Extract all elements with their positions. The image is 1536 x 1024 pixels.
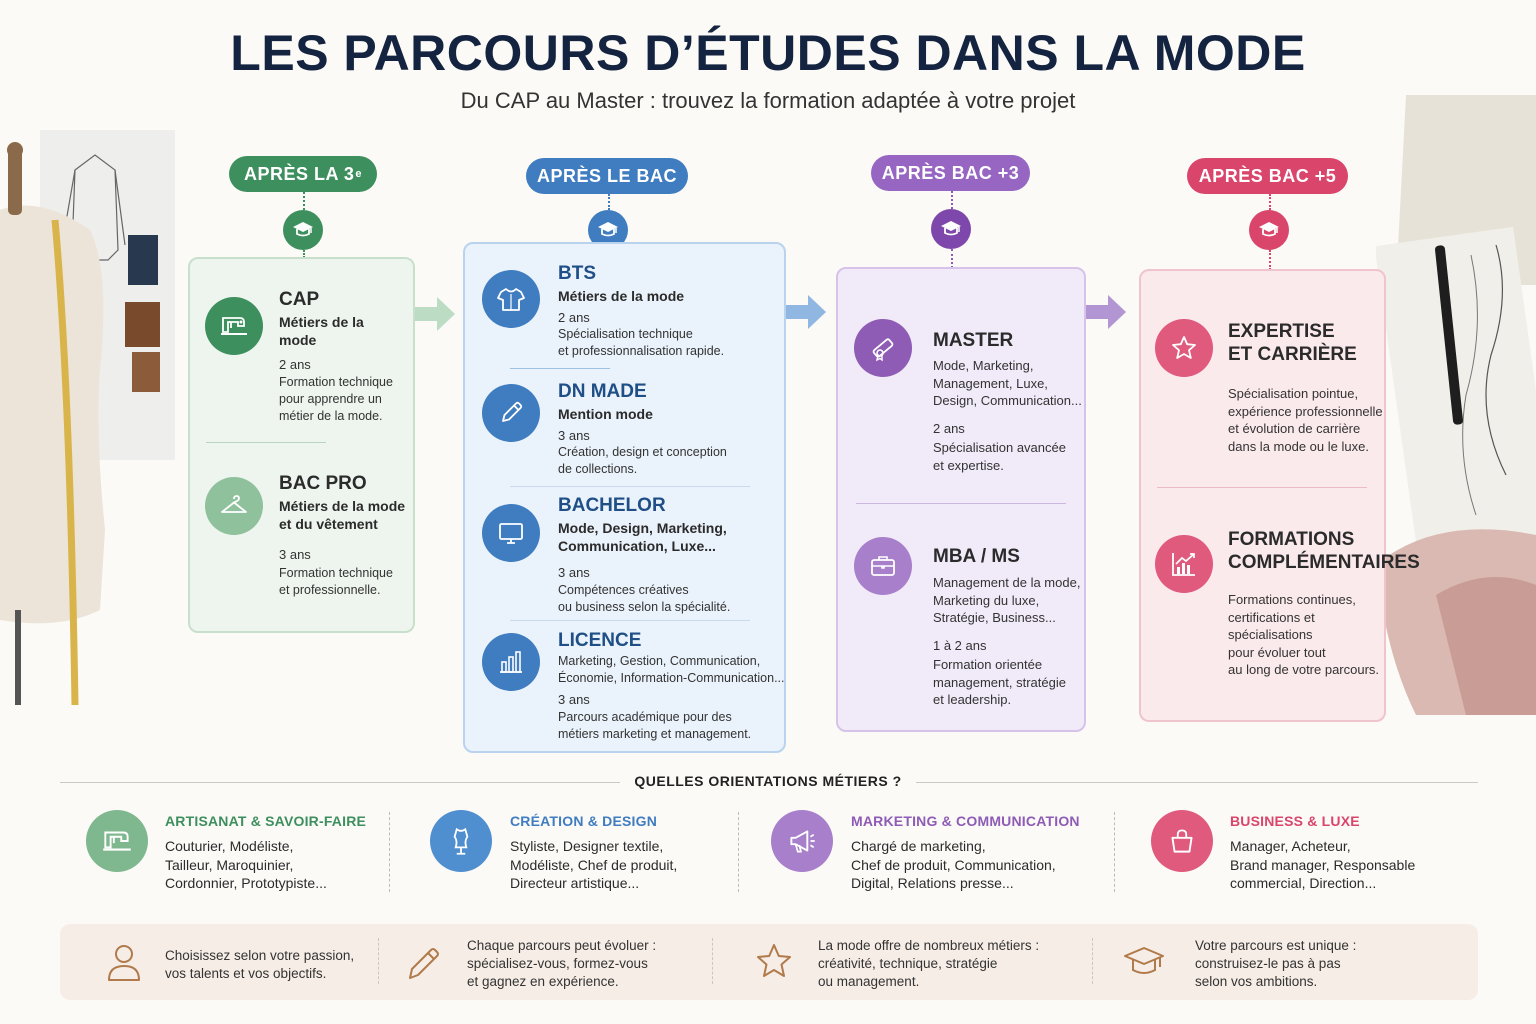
- stage-pill-apres-3e: APRÈS LA 3 e: [229, 156, 377, 192]
- star-icon: [1155, 319, 1213, 377]
- entry-subdescription: Marketing, Gestion, Communication, Économie, Information-Communication...: [558, 654, 785, 685]
- entry-title: EXPERTISE ET CARRIÈRE: [1228, 321, 1357, 365]
- pencil-icon: [482, 384, 540, 442]
- orientation-title: ARTISANAT & SAVOIR-FAIRE: [165, 813, 367, 829]
- entry-description: Création, design et conception de collections.: [558, 445, 727, 476]
- stage-connector: [1269, 250, 1271, 270]
- column-divider: [378, 938, 379, 984]
- pencil-icon: [402, 940, 446, 989]
- stage-pill-apres-bac-5: APRÈS BAC +5: [1187, 158, 1348, 194]
- entry-subdescription: Management de la mode, Marketing du luxe, Stratégie, Business...: [933, 575, 1081, 625]
- entry-description: Parcours académique pour des métiers marketing et management.: [558, 710, 752, 741]
- entry-duration: 2 ans: [279, 357, 311, 372]
- separator: [856, 503, 1066, 504]
- shirt-icon: [482, 270, 540, 328]
- tip-text: Choisissez selon votre passion, vos talents et vos objectifs.: [165, 948, 355, 981]
- graduation-cap-icon: [931, 209, 971, 249]
- graduation-cap-icon: [283, 210, 323, 250]
- hanger-icon: [205, 477, 263, 535]
- arrow-right-icon: [415, 294, 457, 339]
- column-divider: [712, 938, 713, 984]
- graduation-cap-icon: [1122, 940, 1166, 989]
- entry-description: Formation orientée management, stratégie et leadership.: [933, 657, 1066, 707]
- tip-text: Chaque parcours peut évoluer : spécialisez-vous, formez-vous et gagnez en expérience.: [467, 938, 657, 989]
- stage-pill-apres-bac-3: APRÈS BAC +3: [871, 155, 1030, 191]
- entry-title: BAC PRO: [279, 473, 367, 494]
- stage-connector: [951, 191, 953, 209]
- entry-duration: 2 ans: [933, 421, 965, 436]
- orientation-heading: QUELLES ORIENTATIONS MÉTIERS ?: [0, 773, 1536, 789]
- bar-chart-icon: [482, 633, 540, 691]
- entry-description: Compétences créatives ou business selon la spécialité.: [558, 583, 731, 614]
- entry-duration: 3 ans: [558, 692, 590, 707]
- orientation-title: CRÉATION & DESIGN: [510, 813, 658, 829]
- entry-title: LICENCE: [558, 630, 642, 651]
- entry-description: Spécialisation avancée et expertise.: [933, 440, 1066, 473]
- sewing-machine-icon: [205, 297, 263, 355]
- fashion-sketch-illustration: [1376, 95, 1536, 715]
- entry-subtitle: Mode, Design, Marketing, Communication, Luxe...: [558, 520, 727, 554]
- entry-title: CAP: [279, 289, 320, 310]
- entry-title: BACHELOR: [558, 495, 666, 516]
- entry-subtitle: Métiers de la mode: [558, 288, 685, 304]
- handbag-icon: [1151, 810, 1213, 872]
- entry-title: MBA / MS: [933, 546, 1020, 567]
- entry-title: BTS: [558, 263, 596, 284]
- entry-subtitle: Mention mode: [558, 406, 653, 422]
- entry-description: Formation technique et professionnelle.: [279, 566, 393, 597]
- entry-description: Spécialisation pointue, expérience professionnelle et évolution de carrière dans la mode ou le luxe.: [1228, 386, 1383, 454]
- person-icon: [102, 940, 146, 989]
- orientation-description: Manager, Acheteur, Brand manager, Responsable commercial, Direction...: [1230, 838, 1416, 891]
- orientation-description: Styliste, Designer textile, Modéliste, Chef de produit, Directeur artistique...: [510, 838, 678, 891]
- arrow-right-icon: [1086, 292, 1128, 337]
- monitor-icon: [482, 504, 540, 562]
- column-divider: [738, 812, 739, 892]
- entry-description: Formation technique pour apprendre un métier de la mode.: [279, 375, 393, 423]
- entry-subtitle: Métiers de la mode: [279, 314, 364, 348]
- entry-duration: 3 ans: [279, 547, 311, 562]
- star-icon: [752, 940, 796, 989]
- tip-text: Votre parcours est unique : construisez-le pas à pas selon vos ambitions.: [1195, 938, 1357, 989]
- stage-pill-apres-bac: APRÈS LE BAC: [526, 158, 688, 194]
- column-divider: [1092, 938, 1093, 984]
- diploma-icon: [854, 319, 912, 377]
- graduation-cap-icon: [1249, 210, 1289, 250]
- sewing-machine-icon: [86, 810, 148, 872]
- entry-subdescription: Mode, Marketing, Management, Luxe, Design, Communication...: [933, 358, 1082, 408]
- orientation-title: BUSINESS & LUXE: [1230, 813, 1360, 829]
- entry-description: Spécialisation technique et professionnalisation rapide.: [558, 327, 725, 358]
- entry-duration: 2 ans: [558, 310, 590, 325]
- separator: [1157, 487, 1367, 488]
- arrow-right-icon: [786, 292, 828, 337]
- entry-duration: 3 ans: [558, 428, 590, 443]
- separator: [510, 486, 750, 487]
- column-divider: [389, 812, 390, 892]
- entry-duration: 3 ans: [558, 565, 590, 580]
- stage-connector: [951, 249, 953, 268]
- tip-text: La mode offre de nombreux métiers : créativité, technique, stratégie ou management.: [818, 938, 1040, 989]
- entry-description: Formations continues, certifications et spécialisations pour évoluer tout au long de votre parcours.: [1228, 592, 1380, 677]
- stage-connector: [1269, 194, 1271, 210]
- entry-duration: 1 à 2 ans: [933, 638, 987, 653]
- orientation-title: MARKETING & COMMUNICATION: [851, 813, 1080, 829]
- page-title: LES PARCOURS D’ÉTUDES DANS LA MODE: [230, 25, 1306, 81]
- dress-form-icon: [430, 810, 492, 872]
- stage-connector: [608, 194, 610, 210]
- separator: [510, 368, 610, 369]
- page-subtitle: Du CAP au Master : trouvez la formation adaptée à votre projet: [460, 88, 1076, 113]
- entry-subtitle: Métiers de la mode et du vêtement: [279, 498, 406, 532]
- entry-title: DN MADE: [558, 381, 647, 402]
- megaphone-icon: [771, 810, 833, 872]
- column-divider: [1114, 812, 1115, 892]
- orientation-description: Couturier, Modéliste, Tailleur, Maroquinier, Cordonnier, Prototypiste...: [165, 838, 327, 891]
- briefcase-icon: [854, 537, 912, 595]
- growth-chart-icon: [1155, 535, 1213, 593]
- entry-title: FORMATIONS COMPLÉMENTAIRES: [1228, 529, 1420, 573]
- stage-connector: [303, 192, 305, 210]
- orientation-description: Chargé de marketing, Chef de produit, Communication, Digital, Relations presse...: [851, 838, 1056, 891]
- separator: [510, 620, 750, 621]
- entry-title: MASTER: [933, 330, 1014, 351]
- mannequin-illustration: [0, 130, 175, 705]
- separator: [206, 442, 326, 443]
